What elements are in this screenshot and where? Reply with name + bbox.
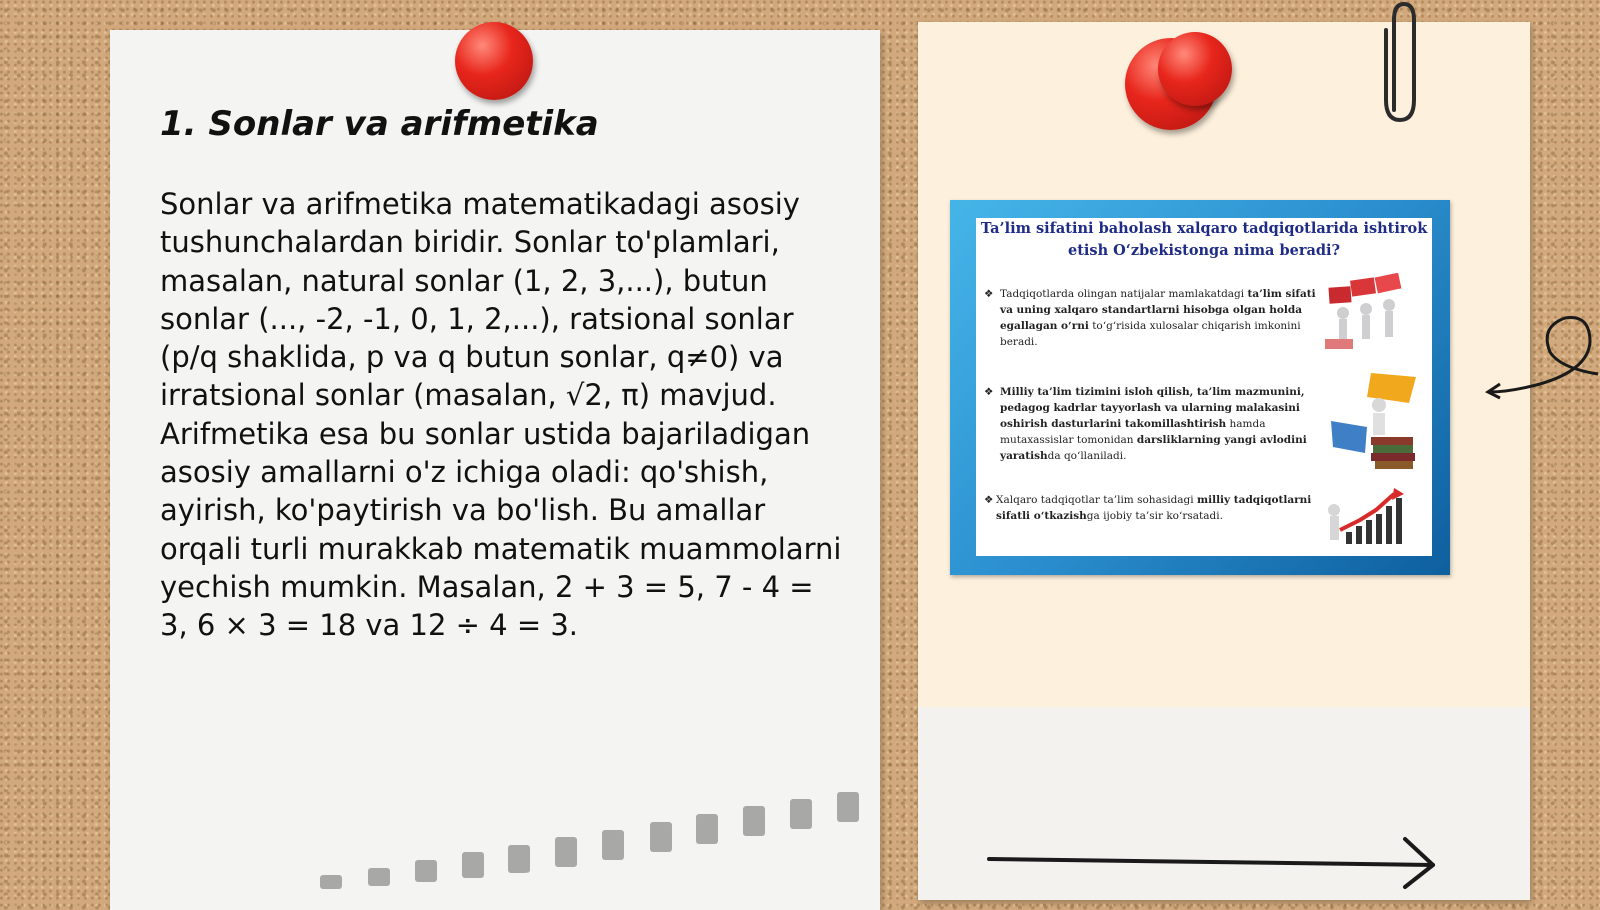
- paperclip-icon: [1378, 0, 1422, 125]
- slide-title: Ta’lim sifatini baholash xalqaro tadqiqotlarida ishtirok etish O‘zbekistonga nima beradi?: [980, 220, 1428, 259]
- slide-image: [950, 200, 1450, 575]
- push-pin-icon: [455, 22, 533, 100]
- slide-bullet-1: Tadqiqotlarda olingan natijalar mamlakatdagi ta’lim sifati va uning xalqaro standartlarni hisobga olgan holda egallagan o‘rni to‘g‘risida xulosalar chiqarish imkonini beradi.: [1000, 288, 1316, 348]
- note-title: 1. Sonlar va arifmetika: [160, 104, 599, 144]
- bullet-symbol: ❖: [984, 288, 994, 300]
- team-lifting-icon: [1321, 273, 1426, 353]
- slide-bullet-2: Milliy ta’lim tizimini isloh qilish, ta’lim mazmunini, pedagog kadrlar tayyorlash va ularning malakasini oshirish dasturlarini takomillashtirish hamda mutaxassislar tomonidan darsliklarning yangi avlodini yaratishda qo‘llaniladi.: [1000, 386, 1307, 462]
- curly-arrow-icon: [1480, 312, 1600, 412]
- bullet-symbol: ❖: [984, 494, 994, 506]
- note-body-text: Sonlar va arifmetika matematikadagi asosiy tushunchalardan biridir. Sonlar to'plamlari, masalan, natural sonlar (1, 2, 3,...), butun sonlar (..., -2, -1, 0, 1, 2,...), ratsional sonlar (p/q shaklida, p va q butun sonlar, q≠0) va irratsional sonlar (masalan, √2, π) mavjud. Arifmetika esa bu sonlar ustida bajariladigan asosiy amallarni o'z ichiga oladi: qo'shish, ayirish, ko'paytirish va bo'lish. Bu amallar orqali turli murakkab matematik muammolarni yechish mumkin. Masalan, 2 + 3 = 5, 7 - 4 = 3, 6 × 3 = 18 va 12 ÷ 4 = 3.: [160, 187, 842, 643]
- slide-bullet-3: Xalqaro tadqiqotlar ta’lim sohasidagi milliy tadqiqotlarni sifatli o‘tkazishga ijobiy ta’sir ko‘rsatadi.: [996, 494, 1312, 522]
- right-arrow-icon: [985, 835, 1445, 895]
- push-pin-icon: [1158, 32, 1232, 106]
- reading-student-icon: [1331, 363, 1426, 473]
- growth-chart-icon: [1324, 486, 1419, 548]
- torn-paper-strips: [300, 790, 880, 900]
- bullet-symbol: ❖: [984, 386, 994, 398]
- slide-content: [976, 218, 1432, 556]
